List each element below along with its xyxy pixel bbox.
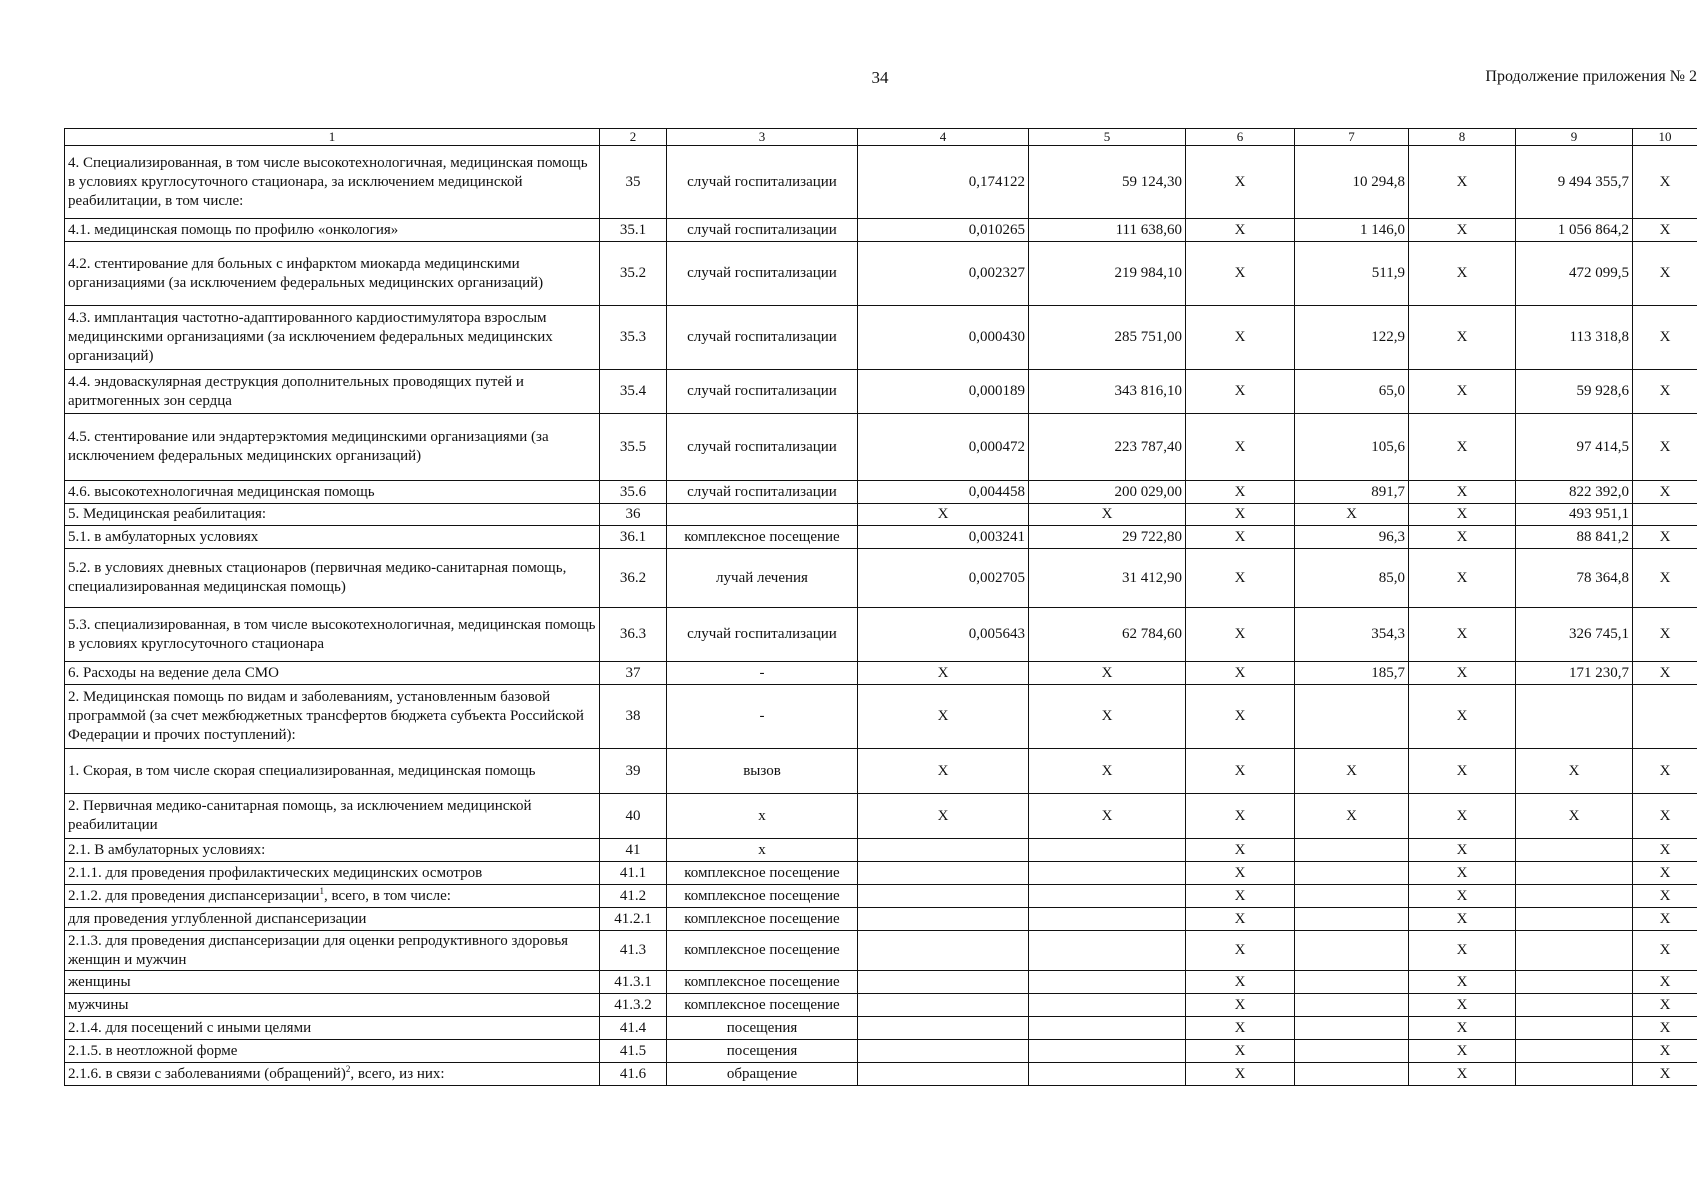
cost-norm-cell: 343 816,10 [1029,370,1186,414]
per-capita-cell [1295,685,1409,749]
row-code-cell: 35.6 [600,481,667,504]
cost-norm-cell: 200 029,00 [1029,481,1186,504]
row-code-cell: 36.1 [600,526,667,549]
table-row [65,749,1697,794]
total-cost-cell: 59 928,6 [1516,370,1633,414]
per-capita-cell [1295,1063,1409,1086]
col-8-cell: X [1409,685,1516,749]
column-number-row [65,129,1697,146]
col-8-cell: X [1409,526,1516,549]
column-number: 8 [1409,129,1516,146]
unit-cell: случай госпитализации [667,481,858,504]
row-code-cell: 41.3.2 [600,994,667,1017]
table-row [65,414,1697,481]
col-6-cell: X [1186,526,1295,549]
col-10-cell: X [1633,608,1697,662]
total-cost-cell [1516,685,1633,749]
row-code-cell: 40 [600,794,667,839]
unit-cell: комплексное посещение [667,885,858,908]
col-10-cell: X [1633,219,1697,242]
col-6-cell: X [1186,862,1295,885]
table-row [65,504,1697,526]
col-10-cell: X [1633,370,1697,414]
col-10-cell: X [1633,526,1697,549]
col-8-cell: X [1409,146,1516,219]
unit-cell: обращение [667,1063,858,1086]
col-8-cell: X [1409,504,1516,526]
row-name-cell: 5.3. специализированная, в том числе высокотехнологичная, медицинская помощь в условиях круглосуточного стационара [65,608,600,662]
per-capita-cell: 85,0 [1295,549,1409,608]
cost-norm-cell: 29 722,80 [1029,526,1186,549]
footnote-marker: 1 [319,885,324,896]
volume-norm-cell: 0,000189 [858,370,1029,414]
col-6-cell: X [1186,370,1295,414]
col-10-cell: X [1633,908,1697,931]
row-name-cell: 4.1. медицинская помощь по профилю «онкология» [65,219,600,242]
column-number: 1 [65,129,600,146]
row-name-cell: 1. Скорая, в том числе скорая специализированная, медицинская помощь [65,749,600,794]
col-6-cell: X [1186,608,1295,662]
row-code-cell: 35.5 [600,414,667,481]
col-10-cell: X [1633,306,1697,370]
row-name-cell: 4.4. эндоваскулярная деструкция дополнительных проводящих путей и аритмогенных зон сердца [65,370,600,414]
per-capita-cell: X [1295,504,1409,526]
cost-norm-cell: 59 124,30 [1029,146,1186,219]
table-row [65,685,1697,749]
col-8-cell: X [1409,219,1516,242]
volume-norm-cell: 0,005643 [858,608,1029,662]
col-8-cell: X [1409,971,1516,994]
row-name-cell: 2.1.2. для проведения диспансеризации$^1$, всего, в том числе: [65,885,600,908]
col-10-cell: X [1633,749,1697,794]
total-cost-cell [1516,908,1633,931]
col-6-cell: X [1186,549,1295,608]
col-6-cell: X [1186,146,1295,219]
per-capita-cell [1295,862,1409,885]
row-name-cell: 4.3. имплантация частотно-адаптированного кардиостимулятора взрослым медицинскими организациями (за исключением федеральных медицинских организаций) [65,306,600,370]
col-10-cell: X [1633,862,1697,885]
cost-norm-cell [1029,994,1186,1017]
unit-cell: случай госпитализации [667,414,858,481]
row-code-cell: 35.2 [600,242,667,306]
cost-norm-cell: 223 787,40 [1029,414,1186,481]
table-row [65,1040,1697,1063]
table-row [65,146,1697,219]
table-row [65,971,1697,994]
column-number: 3 [667,129,858,146]
col-8-cell: X [1409,885,1516,908]
table-row [65,608,1697,662]
col-10-cell: X [1633,994,1697,1017]
col-8-cell: X [1409,1063,1516,1086]
unit-cell: лучай лечения [667,549,858,608]
total-cost-cell: 472 099,5 [1516,242,1633,306]
row-code-cell: 41.5 [600,1040,667,1063]
row-code-cell: 37 [600,662,667,685]
cost-norm-cell [1029,1017,1186,1040]
per-capita-cell: X [1295,749,1409,794]
row-code-cell: 38 [600,685,667,749]
col-10-cell [1633,504,1697,526]
per-capita-cell [1295,971,1409,994]
total-cost-cell [1516,885,1633,908]
volume-norm-cell: 0,004458 [858,481,1029,504]
total-cost-cell [1516,839,1633,862]
unit-cell: - [667,685,858,749]
table-row [65,526,1697,549]
row-code-cell: 35 [600,146,667,219]
table-row [65,306,1697,370]
col-6-cell: X [1186,1063,1295,1086]
footnote-marker: 2 [345,1063,351,1074]
col-6-cell: X [1186,481,1295,504]
total-cost-cell: 78 364,8 [1516,549,1633,608]
cost-norm-cell [1029,1063,1186,1086]
unit-cell: комплексное посещение [667,994,858,1017]
table-row [65,549,1697,608]
unit-cell [667,504,858,526]
total-cost-cell [1516,1040,1633,1063]
per-capita-cell [1295,994,1409,1017]
unit-cell: посещения [667,1040,858,1063]
col-6-cell: X [1186,242,1295,306]
row-code-cell: 41.2 [600,885,667,908]
total-cost-cell [1516,931,1633,971]
cost-norm-cell: 285 751,00 [1029,306,1186,370]
col-8-cell: X [1409,1040,1516,1063]
col-6-cell: X [1186,504,1295,526]
col-6-cell: X [1186,306,1295,370]
table-row [65,481,1697,504]
column-number: 6 [1186,129,1295,146]
table-row [65,242,1697,306]
row-name-cell: для проведения углубленной диспансеризации [65,908,600,931]
continuation-label: Продолжение приложения № 2 [1485,68,1697,85]
total-cost-cell: 326 745,1 [1516,608,1633,662]
col-6-cell: X [1186,685,1295,749]
col-10-cell: X [1633,794,1697,839]
col-8-cell: X [1409,862,1516,885]
total-cost-cell [1516,994,1633,1017]
volume-norm-cell [858,994,1029,1017]
table-row [65,885,1697,908]
row-name-cell: 4. Специализированная, в том числе высокотехнологичная, медицинская помощь в условиях круглосуточного стационара, за исключением медицинской реабилитации, в том числе: [65,146,600,219]
volume-norm-cell [858,885,1029,908]
row-code-cell: 41 [600,839,667,862]
per-capita-cell: 122,9 [1295,306,1409,370]
row-name-cell: 5.2. в условиях дневных стационаров (первичная медико-санитарная помощь, специализированная медицинская помощь) [65,549,600,608]
col-8-cell: X [1409,794,1516,839]
per-capita-cell: 1 146,0 [1295,219,1409,242]
row-name-cell: 5.1. в амбулаторных условиях [65,526,600,549]
unit-cell: случай госпитализации [667,146,858,219]
col-8-cell: X [1409,749,1516,794]
table-row [65,219,1697,242]
row-name-cell: 4.6. высокотехнологичная медицинская помощь [65,481,600,504]
column-number: 7 [1295,129,1409,146]
row-name-cell: женщины [65,971,600,994]
col-8-cell: X [1409,1017,1516,1040]
col-10-cell: X [1633,414,1697,481]
col-6-cell: X [1186,971,1295,994]
volume-norm-cell: X [858,794,1029,839]
row-name-cell: 2.1.5. в неотложной форме [65,1040,600,1063]
cost-norm-cell [1029,971,1186,994]
col-6-cell: X [1186,1017,1295,1040]
volume-norm-cell [858,862,1029,885]
row-name-cell: мужчины [65,994,600,1017]
cost-norm-cell: 62 784,60 [1029,608,1186,662]
cost-norm-cell: X [1029,685,1186,749]
col-6-cell: X [1186,994,1295,1017]
total-cost-cell: 9 494 355,7 [1516,146,1633,219]
total-cost-cell: X [1516,794,1633,839]
row-code-cell: 41.4 [600,1017,667,1040]
row-name-cell: 2. Первичная медико-санитарная помощь, за исключением медицинской реабилитации [65,794,600,839]
volume-norm-cell: 0,002327 [858,242,1029,306]
row-name-cell: 4.5. стентирование или эндартерэктомия медицинскими организациями (за исключением федеральных медицинских организаций) [65,414,600,481]
row-code-cell: 36.2 [600,549,667,608]
col-6-cell: X [1186,1040,1295,1063]
col-10-cell: X [1633,931,1697,971]
col-10-cell: X [1633,1040,1697,1063]
row-name-cell: 2.1.3. для проведения диспансеризации для оценки репродуктивного здоровья женщин и мужчин [65,931,600,971]
column-number: 2 [600,129,667,146]
row-code-cell: 36 [600,504,667,526]
col-6-cell: X [1186,931,1295,971]
col-8-cell: X [1409,839,1516,862]
unit-cell: комплексное посещение [667,931,858,971]
row-code-cell: 41.6 [600,1063,667,1086]
row-code-cell: 41.2.1 [600,908,667,931]
per-capita-cell [1295,1040,1409,1063]
table-row [65,931,1697,971]
col-10-cell: X [1633,971,1697,994]
row-code-cell: 35.4 [600,370,667,414]
table-row [65,1017,1697,1040]
col-8-cell: X [1409,481,1516,504]
col-10-cell: X [1633,242,1697,306]
cost-norm-cell: 31 412,90 [1029,549,1186,608]
volume-norm-cell: 0,000430 [858,306,1029,370]
unit-cell: случай госпитализации [667,242,858,306]
volume-norm-cell [858,839,1029,862]
col-8-cell: X [1409,306,1516,370]
unit-cell: комплексное посещение [667,908,858,931]
col-8-cell: X [1409,662,1516,685]
col-10-cell: X [1633,549,1697,608]
total-cost-cell: 88 841,2 [1516,526,1633,549]
row-code-cell: 36.3 [600,608,667,662]
table-row [65,839,1697,862]
row-code-cell: 41.1 [600,862,667,885]
per-capita-cell: 354,3 [1295,608,1409,662]
page-number: 34 [871,68,889,87]
cost-norm-cell [1029,908,1186,931]
table-row [65,1063,1697,1086]
volume-norm-cell: X [858,504,1029,526]
total-cost-cell: 1 056 864,2 [1516,219,1633,242]
per-capita-cell: 891,7 [1295,481,1409,504]
per-capita-cell: X [1295,794,1409,839]
col-8-cell: X [1409,549,1516,608]
per-capita-cell: 96,3 [1295,526,1409,549]
column-number: 5 [1029,129,1186,146]
row-code-cell: 35.3 [600,306,667,370]
volume-norm-cell: 0,174122 [858,146,1029,219]
unit-cell: х [667,839,858,862]
total-cost-cell [1516,862,1633,885]
cost-norm-cell: 111 638,60 [1029,219,1186,242]
unit-cell: - [667,662,858,685]
volume-norm-cell [858,1040,1029,1063]
col-8-cell: X [1409,994,1516,1017]
table-row [65,370,1697,414]
cost-norm-cell: X [1029,794,1186,839]
row-name-cell: 6. Расходы на ведение дела СМО [65,662,600,685]
unit-cell: случай госпитализации [667,306,858,370]
volume-norm-cell [858,908,1029,931]
row-name-cell: 4.2. стентирование для больных с инфарктом миокарда медицинскими организациями (за исключением федеральных медицинских организаций) [65,242,600,306]
col-8-cell: X [1409,414,1516,481]
cost-norm-cell: 219 984,10 [1029,242,1186,306]
col-6-cell: X [1186,885,1295,908]
per-capita-cell: 105,6 [1295,414,1409,481]
column-number: 4 [858,129,1029,146]
col-6-cell: X [1186,908,1295,931]
total-cost-cell: 113 318,8 [1516,306,1633,370]
volume-norm-cell: X [858,662,1029,685]
budget-table [64,128,1697,1086]
table-row [65,794,1697,839]
col-6-cell: X [1186,219,1295,242]
table-row [65,662,1697,685]
volume-norm-cell: X [858,685,1029,749]
row-code-cell: 39 [600,749,667,794]
per-capita-cell: 185,7 [1295,662,1409,685]
per-capita-cell [1295,908,1409,931]
col-6-cell: X [1186,839,1295,862]
col-6-cell: X [1186,662,1295,685]
column-number: 9 [1516,129,1633,146]
cost-norm-cell [1029,839,1186,862]
col-10-cell: X [1633,146,1697,219]
table-row [65,994,1697,1017]
unit-cell: вызов [667,749,858,794]
col-6-cell: X [1186,749,1295,794]
col-10-cell: X [1633,662,1697,685]
col-10-cell: X [1633,1063,1697,1086]
volume-norm-cell [858,1017,1029,1040]
unit-cell: комплексное посещение [667,971,858,994]
per-capita-cell [1295,1017,1409,1040]
cost-norm-cell: X [1029,749,1186,794]
row-code-cell: 41.3 [600,931,667,971]
volume-norm-cell: 0,010265 [858,219,1029,242]
total-cost-cell [1516,1017,1633,1040]
row-name-cell: 2. Медицинская помощь по видам и заболеваниям, установленным базовой программой (за счет межбюджетных трансфертов бюджета субъекта Российской Федерации и прочих поступлений): [65,685,600,749]
col-10-cell [1633,685,1697,749]
table-row [65,908,1697,931]
total-cost-cell: 493 951,1 [1516,504,1633,526]
unit-cell: комплексное посещение [667,862,858,885]
volume-norm-cell [858,931,1029,971]
total-cost-cell [1516,971,1633,994]
volume-norm-cell: 0,000472 [858,414,1029,481]
table-row [65,862,1697,885]
cost-norm-cell: X [1029,662,1186,685]
cost-norm-cell [1029,1040,1186,1063]
cost-norm-cell [1029,885,1186,908]
col-10-cell: X [1633,885,1697,908]
total-cost-cell [1516,1063,1633,1086]
unit-cell: х [667,794,858,839]
col-8-cell: X [1409,931,1516,971]
row-name-cell: 2.1. В амбулаторных условиях: [65,839,600,862]
per-capita-cell: 65,0 [1295,370,1409,414]
per-capita-cell [1295,885,1409,908]
unit-cell: комплексное посещение [667,526,858,549]
volume-norm-cell [858,971,1029,994]
row-name-cell: 2.1.4. для посещений с иными целями [65,1017,600,1040]
cost-norm-cell [1029,931,1186,971]
unit-cell: посещения [667,1017,858,1040]
unit-cell: случай госпитализации [667,219,858,242]
row-name-cell: 5. Медицинская реабилитация: [65,504,600,526]
unit-cell: случай госпитализации [667,370,858,414]
volume-norm-cell [858,1063,1029,1086]
col-10-cell: X [1633,481,1697,504]
column-number: 10 [1633,129,1697,146]
col-8-cell: X [1409,908,1516,931]
col-6-cell: X [1186,414,1295,481]
row-name-cell: 2.1.6. в связи с заболеваниями (обращений)$^2$, всего, из них: [65,1063,600,1086]
col-6-cell: X [1186,794,1295,839]
cost-norm-cell: X [1029,504,1186,526]
col-10-cell: X [1633,1017,1697,1040]
row-code-cell: 41.3.1 [600,971,667,994]
total-cost-cell: 822 392,0 [1516,481,1633,504]
total-cost-cell: 171 230,7 [1516,662,1633,685]
per-capita-cell: 10 294,8 [1295,146,1409,219]
per-capita-cell: 511,9 [1295,242,1409,306]
row-name-cell: 2.1.1. для проведения профилактических медицинских осмотров [65,862,600,885]
volume-norm-cell: 0,002705 [858,549,1029,608]
volume-norm-cell: 0,003241 [858,526,1029,549]
col-8-cell: X [1409,242,1516,306]
col-8-cell: X [1409,608,1516,662]
cost-norm-cell [1029,862,1186,885]
total-cost-cell: X [1516,749,1633,794]
col-10-cell: X [1633,839,1697,862]
unit-cell: случай госпитализации [667,608,858,662]
col-8-cell: X [1409,370,1516,414]
per-capita-cell [1295,931,1409,971]
total-cost-cell: 97 414,5 [1516,414,1633,481]
per-capita-cell [1295,839,1409,862]
row-code-cell: 35.1 [600,219,667,242]
volume-norm-cell: X [858,749,1029,794]
